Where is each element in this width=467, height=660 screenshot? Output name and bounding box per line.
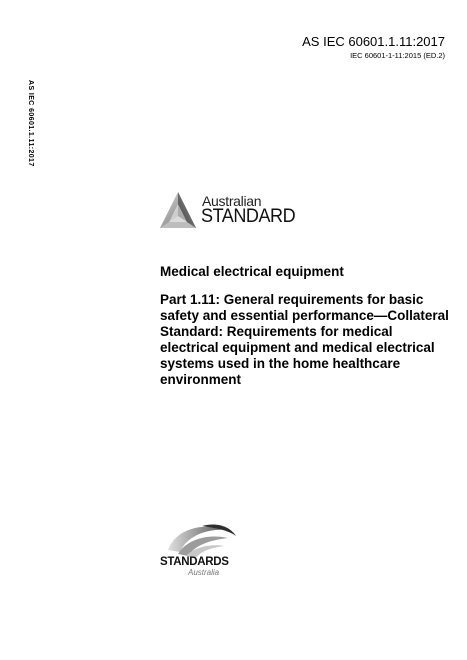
logo-text-standard: STANDARD [201,206,296,227]
document-part-title: Part 1.11: General requirements for basic safety and essential performance—Collateral Standard: Requirements for medical electrical equipment and medical electrical systems used in the home healthcare environment [160,292,449,387]
australian-standard-logo [158,190,298,240]
logo-text-standards: STANDARDS [160,556,229,568]
document-title: Medical electrical equipment [160,264,344,279]
australian-standard-triangle-icon [158,190,198,234]
logo-text-australia: Australia [188,568,220,577]
standards-australia-swoosh-icon [158,520,238,560]
standard-number: AS IEC 60601.1.11:2017 [302,34,445,49]
logo-text-australian: Australian [202,193,262,209]
standards-australia-logo [158,520,298,590]
spine-label: AS IEC 60601.1.11:2017 [27,80,34,167]
iec-reference: IEC 60601-1-11:2015 (ED.2) [350,51,445,60]
